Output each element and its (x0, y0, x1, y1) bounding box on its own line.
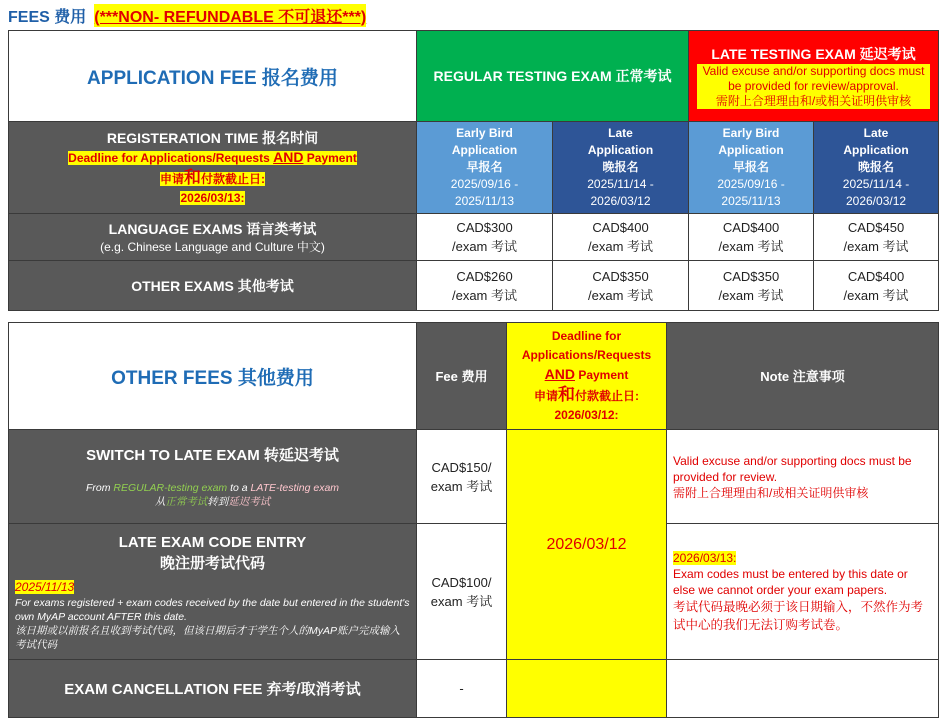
regular-testing-exam-header: REGULAR TESTING EXAM 正常考试 (417, 31, 689, 122)
note-column-header: Note 注意事项 (667, 323, 939, 430)
late-exam-code-title: LATE EXAM CODE ENTRY (118, 533, 307, 551)
late-testing-exam-header (689, 31, 939, 122)
exam-cancellation-title: EXAM CANCELLATION FEE 弃考/取消考试 (64, 681, 361, 698)
switch-fee: CAD$150/ exam 考试 (417, 430, 507, 524)
cancellation-fee: - (417, 660, 507, 718)
code-entry-date: 2025/11/13 (15, 579, 75, 594)
late-testing-note: Valid excuse and/or supporting docs must be provided for review/approval. 需附上合理理由和/或相关证明供审核 (697, 64, 930, 109)
non-refundable-warning: (***NON- REFUNDABLE 不可退还***) (94, 4, 366, 27)
deadline-date: 2026/03/13: (180, 190, 245, 205)
price-cell: CAD$450 /exam 考试 (814, 214, 939, 261)
price-cell: CAD$400 /exam 考试 (689, 214, 814, 261)
price-cell: CAD$350 /exam 考试 (689, 261, 814, 311)
late-testing-exam-title: LATE TESTING EXAM 延迟考试 (711, 45, 916, 62)
late-early-bird-col: Early Bird Application 早报名 2025/09/16 - 2025/11/13 (689, 122, 814, 214)
exam-cancellation-cell (9, 660, 417, 718)
regular-late-col: Late Application 晚报名 2025/11/14 - 2026/03/12 (553, 122, 689, 214)
switch-to-late-cell (9, 430, 417, 524)
switch-to-late-title: SWITCH TO LATE EXAM 转延迟考试 (86, 446, 339, 464)
language-exams-cell (9, 214, 417, 261)
price-cell: CAD$400 /exam 考试 (553, 214, 689, 261)
price-cell: CAD$300 /exam 考试 (417, 214, 553, 261)
price-cell: CAD$350 /exam 考试 (553, 261, 689, 311)
code-entry-description-zh: 该日期或以前报名且收到考试代码，但该日期后才于学生个人的MyAP账户完成输入考试代码 (15, 624, 401, 651)
page-header (8, 2, 366, 28)
other-fees-table (8, 322, 939, 718)
cancellation-deadline (507, 660, 667, 718)
regular-early-bird-col: Early Bird Application 早报名 2025/09/16 - 2025/11/13 (417, 122, 553, 214)
fee-column-header: Fee 费用 (417, 323, 507, 430)
price-cell: CAD$400 /exam 考试 (814, 261, 939, 311)
page-title: FEES 费用 (8, 8, 87, 26)
price-cell: CAD$260 /exam 考试 (417, 261, 553, 311)
application-fee-heading: APPLICATION FEE 报名费用 (9, 31, 417, 122)
deadline-value-cell (507, 430, 667, 660)
other-exams-cell (9, 261, 417, 311)
registration-time-cell (9, 122, 417, 214)
deadline-text: Deadline for Applications/Requests AND Payment 申请和付款截止日: 2026/03/13: (68, 148, 357, 205)
code-entry-description-en: For exams registered + exam codes received by the date but entered in the student's own MyAP account AFTER this date. (15, 596, 410, 623)
language-exams-label: LANGUAGE EXAMS 语言类考试 (108, 220, 317, 237)
other-fees-heading: OTHER FEES 其他费用 (9, 323, 417, 430)
late-exam-code-cell: LATE EXAM CODE ENTRY 晚注册考试代码 2025/11/13 For exams registered + exam codes received by the date but entered in the student's own MyAP account AFTER this date. 该日期或以前报名且收到考试代码，但该日期后才于学生个人的MyAP账户完成输入考试代码 (9, 524, 417, 660)
switch-description: From REGULAR-testing exam to a LATE-testing exam 从正常考试转到延迟考试 (85, 481, 340, 508)
switch-note: Valid excuse and/or supporting docs must be provided for review. 需附上合理理由和/或相关证明供审核 (667, 430, 939, 524)
code-entry-fee: CAD$100/ exam 考试 (417, 524, 507, 660)
deadline-value: 2026/03/12 (546, 535, 627, 553)
application-fee-table (8, 30, 939, 311)
registration-time-label: REGISTERATION TIME 报名时间 (106, 129, 319, 146)
code-entry-note: 2026/03/13: Exam codes must be entered by this date or else we cannot order your exam papers. 考试代码最晚必须于该日期输入，不然作为考试中心的我们无法订购考试卷。 (667, 524, 939, 660)
deadline-column-header: Deadline for Applications/Requests AND Payment 申请和付款截止日: 2026/03/12: (507, 323, 667, 430)
cancellation-note (667, 660, 939, 718)
other-exams-label: OTHER EXAMS 其他考试 (131, 277, 294, 294)
late-late-col: Late Application 晚报名 2025/11/14 - 2026/03/12 (814, 122, 939, 214)
language-exams-example: (e.g. Chinese Language and Culture 中文) (100, 239, 325, 254)
